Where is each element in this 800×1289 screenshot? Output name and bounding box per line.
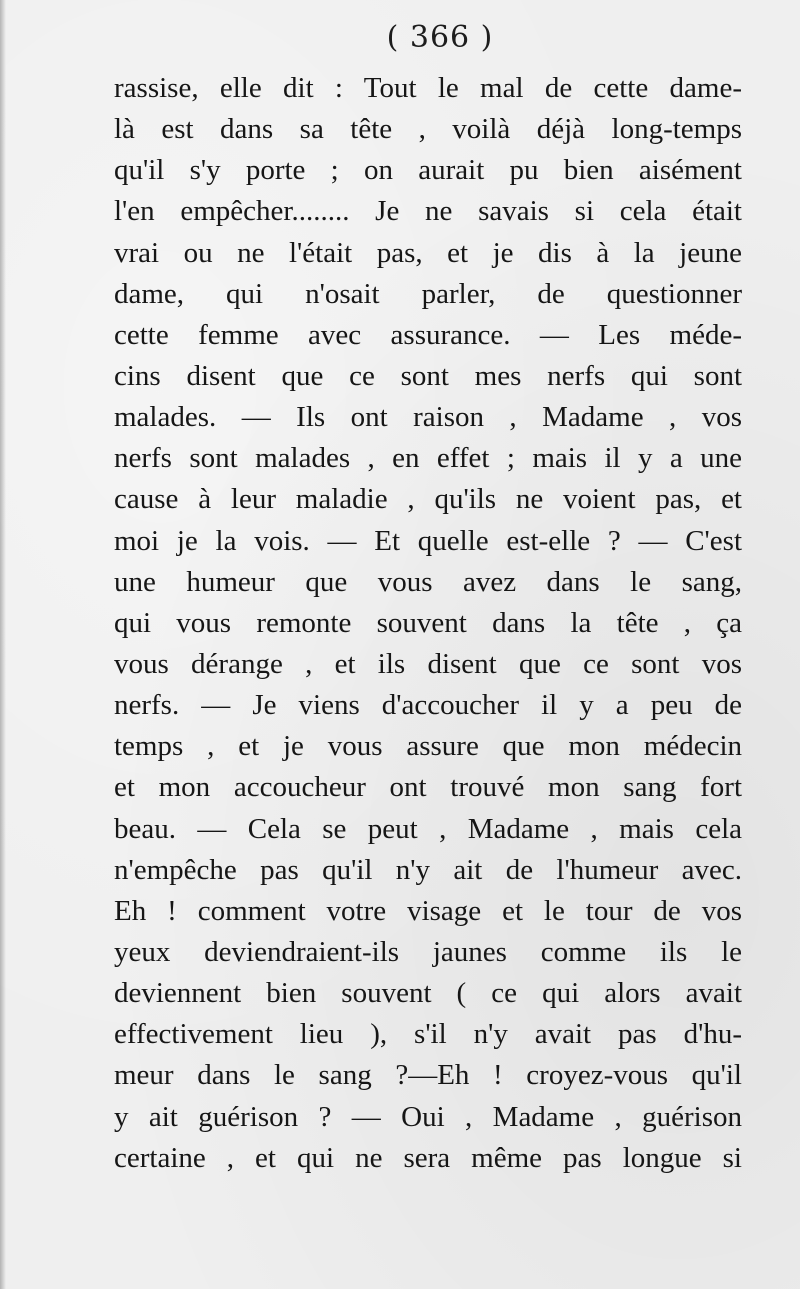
- text-line: une humeur que vous avez dans le sang,: [114, 565, 742, 598]
- text-line: effectivement lieu ), s'il n'y avait pas d'hu-: [114, 1018, 742, 1051]
- text-line: cins disent que ce sont mes nerfs qui sont: [114, 359, 742, 392]
- text-line: deviennent bien souvent ( ce qui alors avait: [114, 977, 742, 1010]
- page-edge-shadow: [0, 0, 6, 1289]
- text-line: vous dérange , et ils disent que ce sont vos: [114, 647, 742, 680]
- text-line: là est dans sa tête , voilà déjà long-temps: [114, 113, 742, 146]
- text-line: dame, qui n'osait parler, de questionner: [114, 277, 742, 310]
- text-line: n'empêche pas qu'il n'y ait de l'humeur avec.: [114, 853, 742, 886]
- text-line: qu'il s'y porte ; on aurait pu bien aisément: [114, 154, 742, 187]
- text-line: meur dans le sang ?—Eh ! croyez-vous qu'il: [114, 1059, 742, 1092]
- text-line: nerfs sont malades , en effet ; mais il y a une: [114, 442, 742, 475]
- text-line: yeux deviendraient-ils jaunes comme ils le: [114, 935, 742, 968]
- text-line: certaine , et qui ne sera même pas longue si: [114, 1141, 742, 1174]
- text-line: beau. — Cela se peut , Madame , mais cela: [114, 812, 742, 845]
- text-line: et mon accoucheur ont trouvé mon sang fort: [114, 771, 742, 804]
- text-line: cette femme avec assurance. — Les méde-: [114, 318, 742, 351]
- text-line: qui vous remonte souvent dans la tête , ça: [114, 606, 742, 639]
- text-line: cause à leur maladie , qu'ils ne voient pas, et: [114, 483, 742, 516]
- text-line: rassise, elle dit : Tout le mal de cette dame-: [114, 72, 742, 104]
- text-line: moi je la vois. — Et quelle est-elle ? — C'est: [114, 524, 742, 557]
- text-line: nerfs. — Je viens d'accoucher il y a peu de: [114, 689, 742, 722]
- page-number: ( 366 ): [386, 20, 494, 55]
- text-line: Eh ! comment votre visage et le tour de vos: [114, 894, 742, 927]
- text-line: vrai ou ne l'était pas, et je dis à la jeune: [114, 236, 742, 269]
- text-line: l'en empêcher........ Je ne savais si cela était: [114, 195, 742, 228]
- text-line: malades. — Ils ont raison , Madame , vos: [114, 401, 742, 434]
- body-text: [114, 68, 742, 1179]
- text-line: y ait guérison ? — Oui , Madame , guérison: [114, 1100, 742, 1133]
- text-line: temps , et je vous assure que mon médecin: [114, 730, 742, 763]
